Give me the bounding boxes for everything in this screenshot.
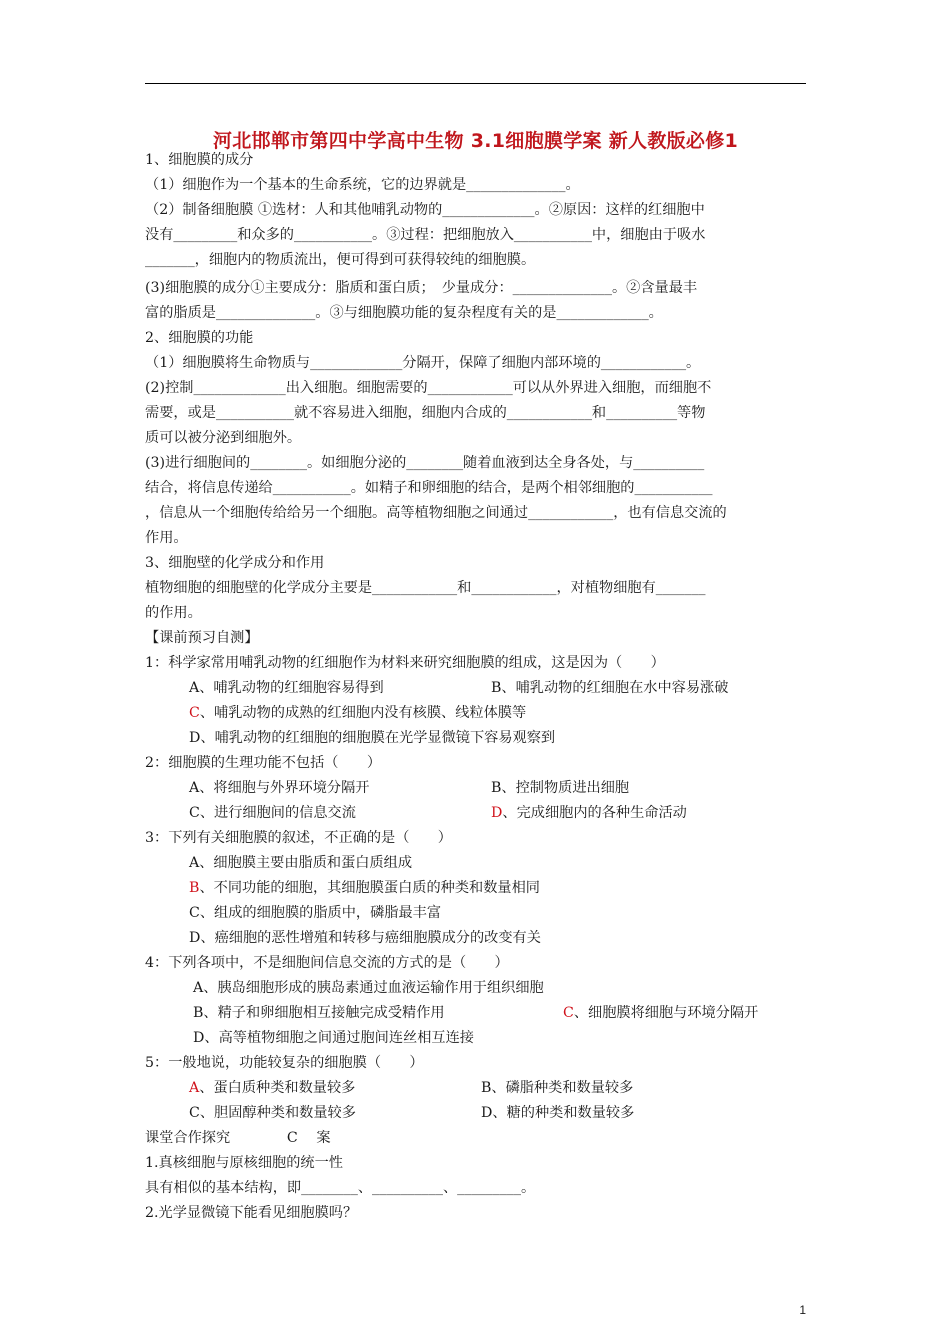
section-heading: 2、细胞膜的功能 (145, 330, 254, 346)
q2-options-cd (145, 801, 806, 826)
q5-options-ab (145, 1076, 806, 1101)
question-5: 5：一般地说，功能较复杂的细胞膜（ ） (145, 1055, 424, 1071)
text-line: (3)进行细胞间的________。如细胞分泌的________随着血液到达全身各处，与__________ (145, 455, 705, 471)
q4-option-c: C、细胞膜将细胞与环境分隔开 (563, 1005, 759, 1021)
q2-options-ab (145, 776, 806, 801)
q1-options-ab (145, 676, 806, 701)
question-4: 4：下列各项中，不是细胞间信息交流的方式的是（ ） (145, 955, 509, 971)
answer-mark: D (491, 805, 503, 821)
text-line: 2.光学显微镜下能看见细胞膜吗？ (145, 1205, 358, 1221)
q3-option-d: D、癌细胞的恶性增殖和转移与癌细胞膜成分的改变有关 (189, 930, 541, 946)
section-heading: 课堂合作探究 C 案 (145, 1130, 331, 1146)
answer-mark: A (189, 1080, 200, 1096)
q3-option-b: B、不同功能的细胞，其细胞膜蛋白质的种类和数量相同 (189, 880, 540, 896)
text-line: 作用。 (145, 530, 188, 546)
text-line: (3)细胞膜的成分①主要成分：脂质和蛋白质； 少量成分：______________。②含量最丰 (145, 280, 698, 296)
question-1: 1：科学家常用哺乳动物的红细胞作为材料来研究细胞膜的组成，这是因为（ ） (145, 655, 665, 671)
q3-option-a: A、细胞膜主要由脂质和蛋白质组成 (189, 855, 413, 871)
q1-option-c: C、哺乳动物的成熟的红细胞内没有核膜、线粒体膜等 (189, 705, 527, 721)
text-line: 结合，将信息传递给___________。如精子和卵细胞的结合，是两个相邻细胞的___________ (145, 480, 713, 496)
q2-option-a: A、将细胞与外界环境分隔开 (189, 780, 370, 796)
q3-option-c: C、组成的细胞膜的脂质中，磷脂最丰富 (189, 905, 442, 921)
text-line: ，信息从一个细胞传给给另一个细胞。高等植物细胞之间通过____________，也有信息交流的 (145, 505, 727, 521)
text-line: 具有相似的基本结构，即________、__________、_________。 (145, 1180, 536, 1196)
answer-mark: C (563, 1005, 574, 1021)
q2-option-d: D、完成细胞内的各种生命活动 (491, 805, 687, 821)
text-line: 需要，或是___________就不容易进入细胞，细胞内合成的____________和__________等物 (145, 405, 706, 421)
q1-option-b: B、哺乳动物的红细胞在水中容易涨破 (491, 680, 729, 696)
answer-mark: C (189, 705, 200, 721)
q1-option-d: D、哺乳动物的红细胞的细胞膜在光学显微镜下容易观察到 (189, 730, 556, 746)
question-3: 3：下列有关细胞膜的叙述，不正确的是（ ） (145, 830, 452, 846)
header-rule (145, 83, 806, 84)
document-title: 河北邯郸市第四中学高中生物 3.1细胞膜学案 新人教版必修1 (212, 130, 739, 152)
text-line: 植物细胞的细胞壁的化学成分主要是____________和____________，对植物细胞有_______ (145, 580, 706, 596)
q5-option-c: C、胆固醇种类和数量较多 (189, 1105, 356, 1121)
answer-mark: B (189, 880, 200, 896)
question-2: 2：细胞膜的生理功能不包括（ ） (145, 755, 382, 771)
text-line: （2）制备细胞膜 ①选材：人和其他哺乳动物的_____________。②原因：这样的红细胞中 (145, 202, 705, 218)
text-line: （1）细胞膜将生命物质与_____________分隔开，保障了细胞内部环境的____________。 (145, 355, 701, 371)
text-line: _______，细胞内的物质流出，便可得到可获得较纯的细胞膜。 (145, 252, 536, 268)
q5-option-a: A、蛋白质种类和数量较多 (189, 1080, 356, 1096)
section-heading: 3、细胞壁的化学成分和作用 (145, 555, 325, 571)
q4-options-bc (145, 1001, 806, 1026)
text-line: 1.真核细胞与原核细胞的统一性 (145, 1155, 343, 1171)
section-heading: 1、细胞膜的成分 (145, 152, 254, 168)
text-line: (2)控制_____________出入细胞。细胞需要的____________可以从外界进入细胞，而细胞不 (145, 380, 712, 396)
q4-option-a: A、胰岛细胞形成的胰岛素通过血液运输作用于组织细胞 (193, 980, 544, 996)
q4-option-b: B、精子和卵细胞相互接触完成受精作用 (193, 1005, 445, 1021)
text-line: 质可以被分泌到细胞外。 (145, 430, 302, 446)
text-line: 富的脂质是______________。③与细胞膜功能的复杂程度有关的是_____________。 (145, 305, 663, 321)
q1-option-a: A、哺乳动物的红细胞容易得到 (189, 680, 384, 696)
q2-option-b: B、控制物质进出细胞 (491, 780, 630, 796)
text-line: （1）细胞作为一个基本的生命系统，它的边界就是______________。 (145, 177, 580, 193)
q5-options-cd (145, 1101, 806, 1126)
q4-option-d: D、高等植物细胞之间通过胞间连丝相互连接 (193, 1030, 474, 1046)
text-line: 没有_________和众多的___________。③过程：把细胞放入___________中，细胞由于吸水 (145, 227, 706, 243)
q2-option-c: C、进行细胞间的信息交流 (189, 805, 356, 821)
document-body (145, 148, 806, 1226)
q5-option-b: B、磷脂种类和数量较多 (481, 1080, 634, 1096)
q5-option-d: D、糖的种类和数量较多 (481, 1105, 635, 1121)
text-line: 的作用。 (145, 605, 202, 621)
page-number: 1 (799, 1303, 806, 1317)
section-heading: 【课前预习自测】 (145, 630, 259, 646)
